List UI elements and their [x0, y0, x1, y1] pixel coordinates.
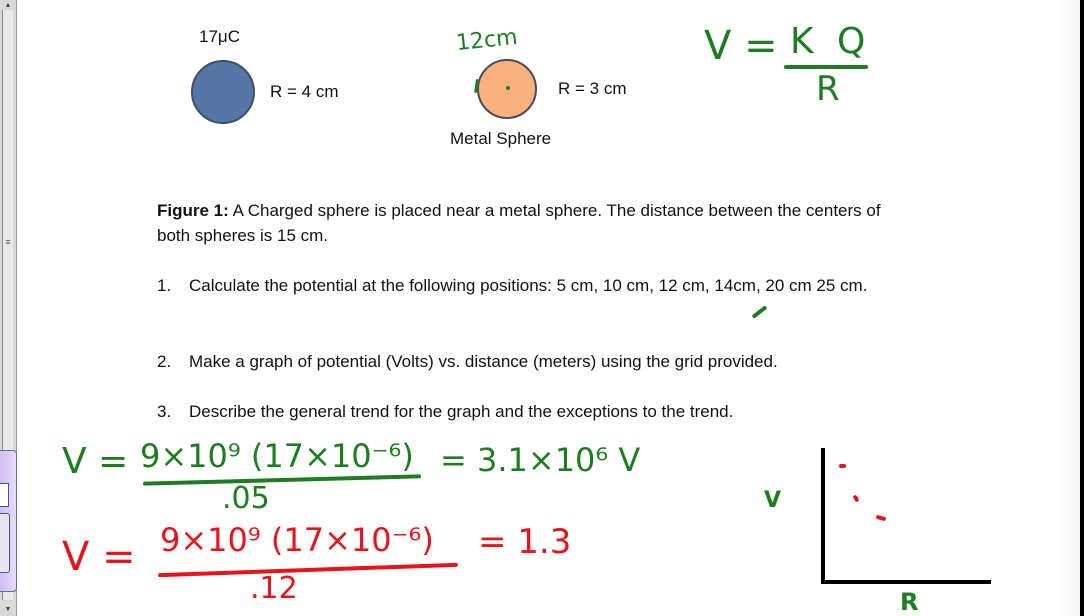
- charged-sphere-radius: R = 4 cm: [270, 82, 339, 101]
- question-number: 1.: [157, 276, 172, 295]
- sketch-y-label: V: [764, 488, 782, 513]
- question-text: Make a graph of potential (Volts) vs. distance (meters) using the grid provided.: [189, 352, 778, 371]
- sketch-x-axis: [821, 580, 991, 584]
- figure-caption: [157, 198, 897, 248]
- ink-calc1-result: = 3.1×10⁶ V: [440, 441, 641, 479]
- ink-calc2-denominator: .12: [250, 571, 298, 606]
- scrollbar-thumb[interactable]: ≡: [5, 237, 11, 247]
- ink-distance-note: 12cm: [454, 24, 519, 57]
- ink-formula-denominator: R: [816, 69, 840, 109]
- question-number: 2.: [157, 352, 172, 371]
- scroll-up-arrow-icon[interactable]: ▲: [4, 2, 12, 9]
- question-number: 3.: [157, 402, 172, 421]
- ink-check-mark: [752, 305, 768, 319]
- pen-tool-palette[interactable]: [0, 450, 17, 592]
- ink-calc2-result: = 1.3: [478, 522, 572, 562]
- sketch-data-point: [839, 464, 846, 468]
- pen-color-slot[interactable]: [0, 483, 9, 507]
- ink-calc1-numerator: 9×10⁹ (17×10⁻⁶): [140, 437, 414, 475]
- ink-calc2-numerator: 9×10⁹ (17×10⁻⁶): [160, 521, 434, 559]
- question-text: Calculate the potential at the following positions: 5 cm, 10 cm, 12 cm, 14cm, 20 cm 25 cm.: [189, 276, 868, 295]
- sketch-data-point: [853, 494, 860, 502]
- charge-label: 17μC: [199, 27, 240, 46]
- figure-caption-text: A Charged sphere is placed near a metal sphere. The distance between the centers of both spheres is 15 cm.: [157, 201, 881, 245]
- ink-formula-lhs: V =: [704, 23, 778, 69]
- question-text: Describe the general trend for the graph and the exceptions to the trend.: [189, 402, 734, 421]
- sketch-y-axis: [821, 448, 825, 584]
- metal-sphere-caption: Metal Sphere: [450, 129, 552, 148]
- pen-tool-slot[interactable]: [0, 513, 10, 573]
- ink-center-dot: [506, 86, 510, 90]
- page-edge-shadow: [1058, 0, 1080, 616]
- sketch-x-label: R: [900, 588, 919, 616]
- ink-calc1-fraction-bar: [143, 474, 421, 485]
- charged-sphere: [191, 60, 255, 124]
- ink-formula-numerator: K Q: [790, 21, 872, 62]
- ink-calc1-lhs: V =: [62, 441, 129, 482]
- question-2: [157, 349, 778, 374]
- question-3: [157, 399, 733, 424]
- figure-caption-label: Figure 1:: [157, 201, 229, 220]
- sketch-data-point: [876, 515, 887, 521]
- metal-sphere-radius: R = 3 cm: [558, 79, 627, 98]
- scroll-down-arrow-icon[interactable]: ▼: [4, 606, 12, 613]
- ink-calc2-fraction-bar: [158, 563, 458, 577]
- question-1: [157, 273, 887, 298]
- window-border: [1080, 0, 1084, 616]
- ink-calc2-lhs: V =: [62, 534, 136, 580]
- ink-calc1-denominator: .05: [222, 481, 270, 516]
